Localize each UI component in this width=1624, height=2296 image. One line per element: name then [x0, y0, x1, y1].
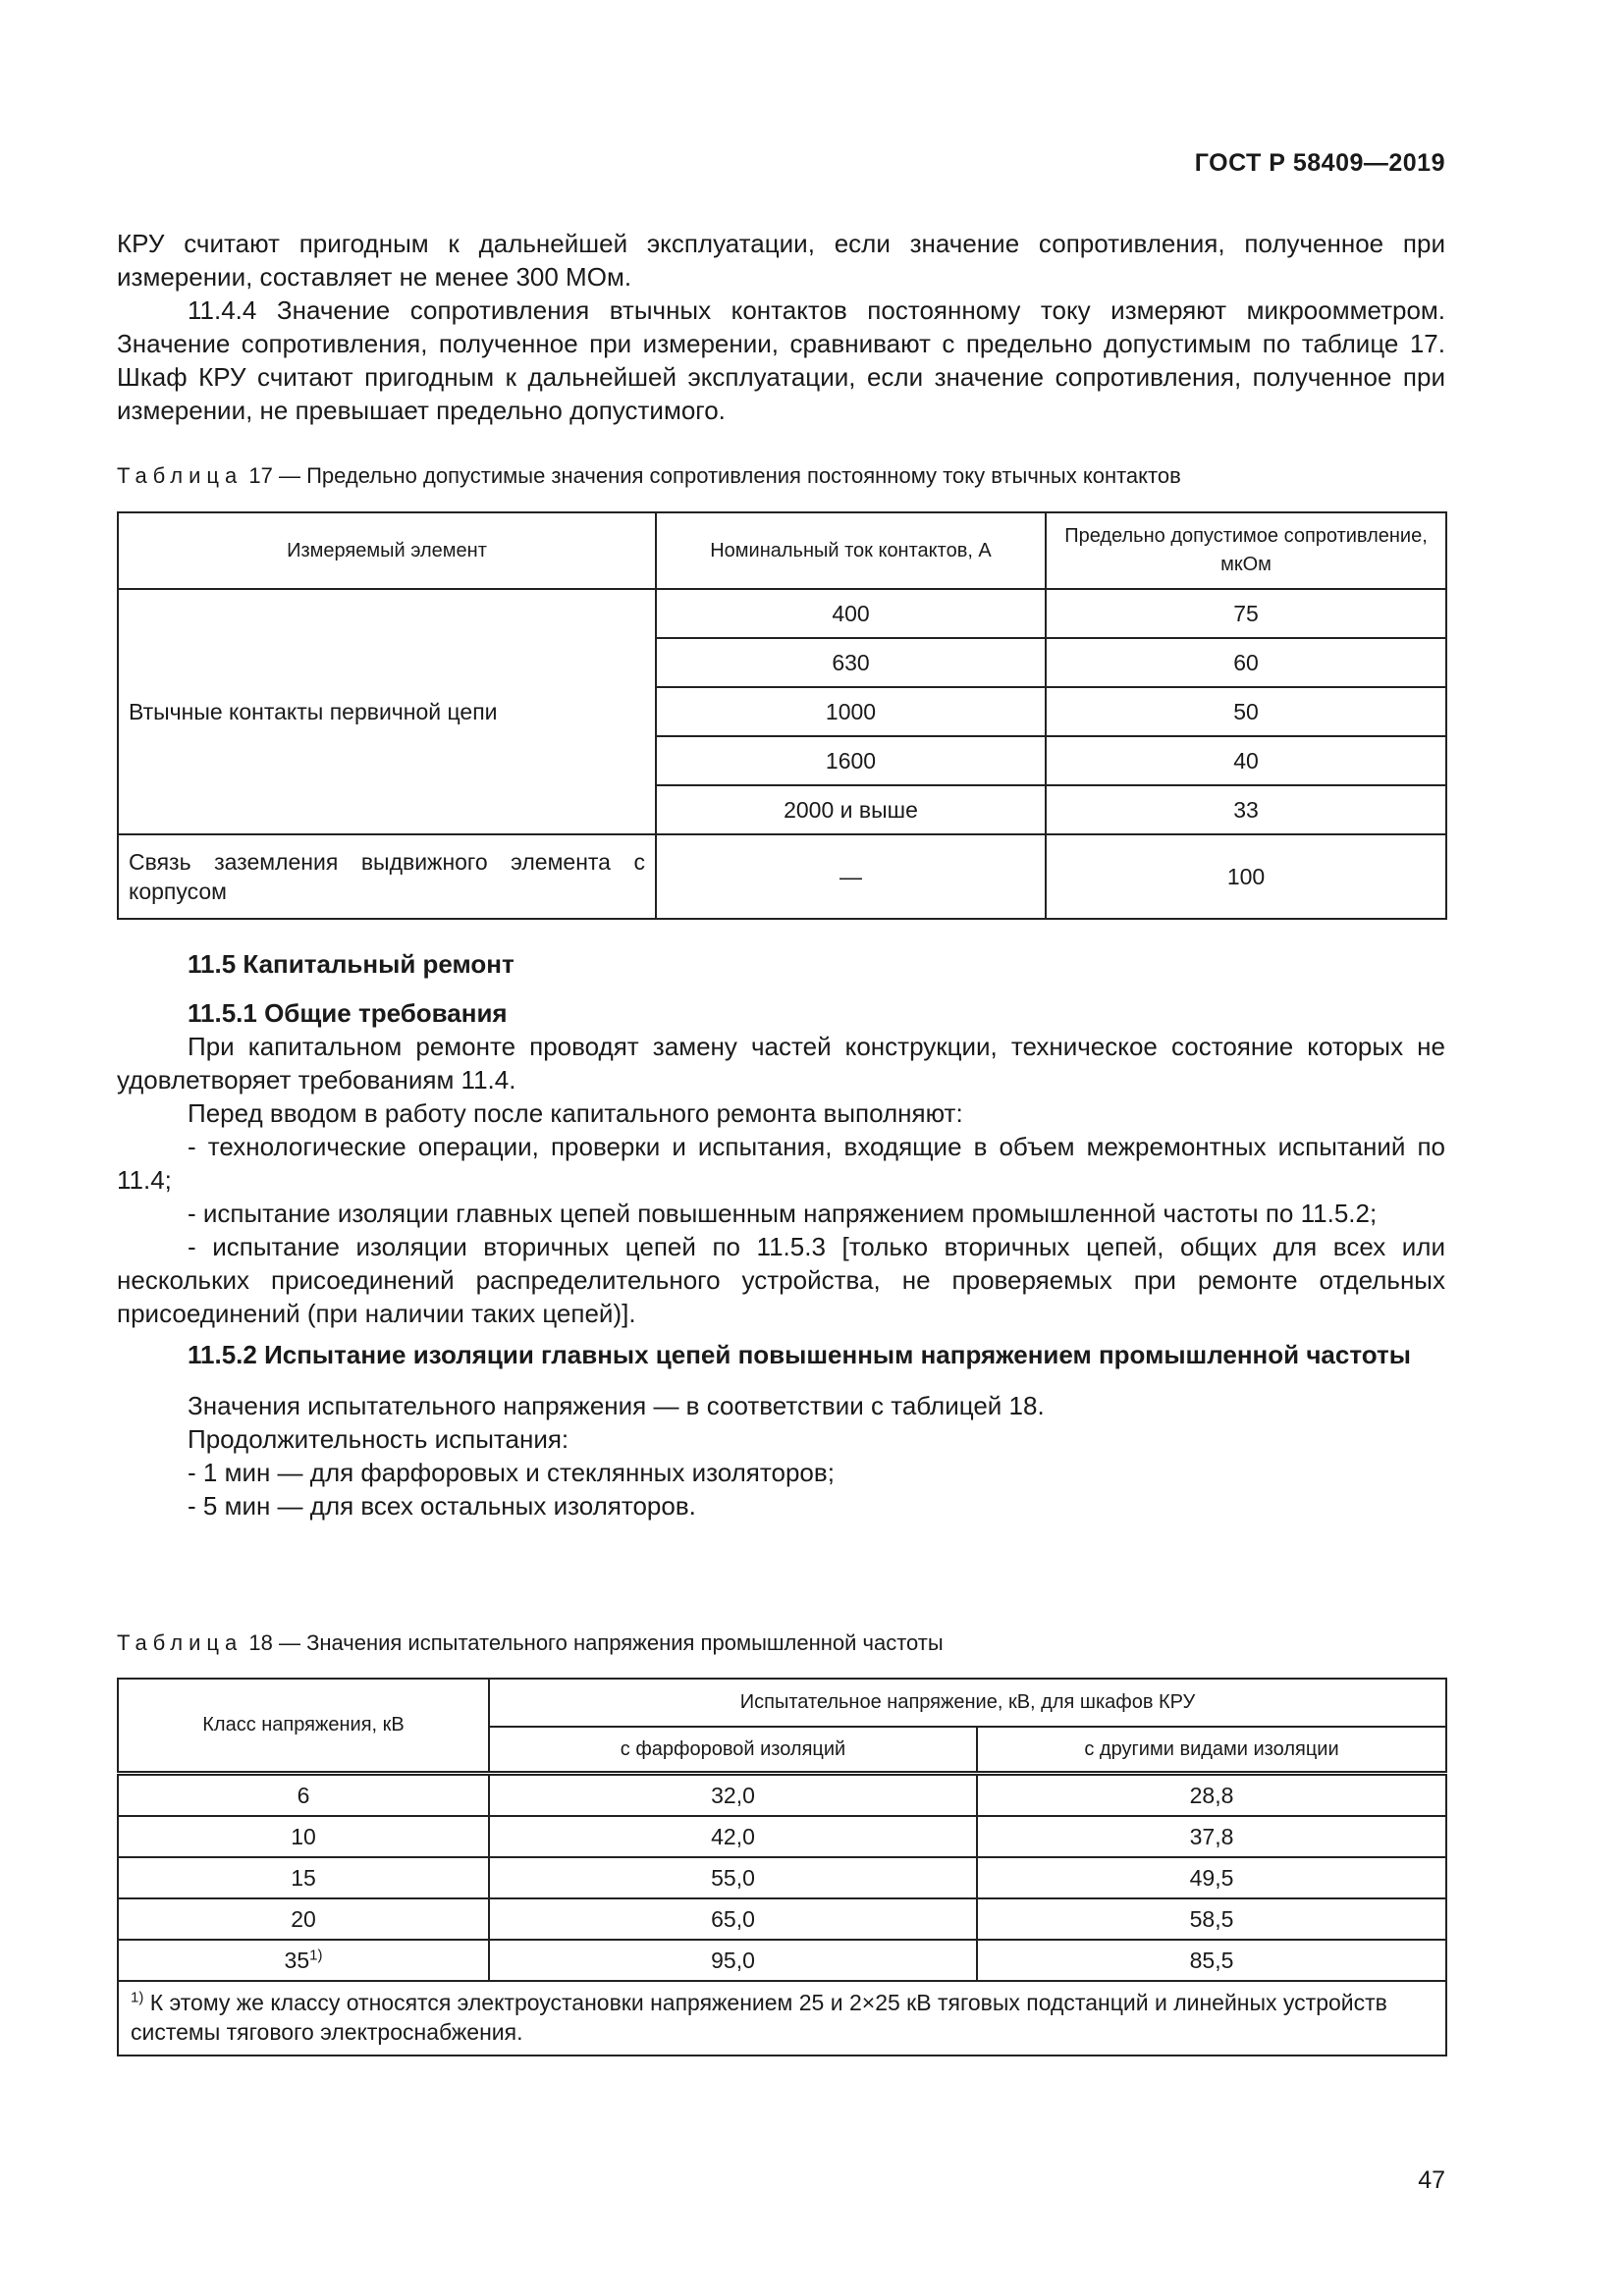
class-value: 15 [291, 1864, 316, 1891]
section-11-5 [117, 947, 1445, 1522]
table-cell [118, 1774, 489, 1817]
table-cell: 1000 [656, 687, 1046, 736]
column-header: с другими видами изоляции [977, 1727, 1446, 1774]
list-item: - 1 мин — для фарфоровых и стеклянных изоляторов; [188, 1458, 835, 1487]
table-cell: 1600 [656, 736, 1046, 785]
table-header-row [118, 512, 1446, 589]
table-cell: 58,5 [977, 1898, 1446, 1940]
list-item: - испытание изоляции главных цепей повышенным напряжением промышленной частоты по 11.5.2; [188, 1199, 1378, 1228]
caption-text: 17 — Предельно допустимые значения сопротивления постоянному току втычных контактов [248, 463, 1181, 488]
table-cell: 55,0 [489, 1857, 977, 1898]
paragraph: КРУ считают пригодным к дальнейшей эксплуатации, если значение сопротивления, полученное при измерении, составляет не менее 300 МОм. [117, 229, 1445, 292]
table-cell: 42,0 [489, 1816, 977, 1857]
caption-word: Таблица [117, 1630, 244, 1655]
table-cell: 400 [656, 589, 1046, 638]
table-cell [118, 1898, 489, 1940]
class-value: 20 [291, 1905, 316, 1932]
column-header: Номинальный ток контактов, А [656, 512, 1046, 589]
table-cell: 85,5 [977, 1940, 1446, 1981]
table-17 [117, 511, 1447, 920]
table-row [118, 834, 1446, 919]
table-row [118, 1816, 1446, 1857]
table-cell: 2000 и выше [656, 785, 1046, 834]
table-cell: 100 [1046, 834, 1446, 919]
class-value: 6 [297, 1782, 310, 1808]
table-row [118, 1774, 1446, 1817]
table-cell [118, 1857, 489, 1898]
footnote-mark: 1) [131, 1989, 144, 2006]
column-group-header: Испытательное напряжение, кВ, для шкафов КРУ [489, 1679, 1446, 1727]
page-number: 47 [1418, 2166, 1445, 2194]
table-cell: 33 [1046, 785, 1446, 834]
table-footnote [118, 1981, 1446, 2056]
table-cell: 37,8 [977, 1816, 1446, 1857]
list-item: - 5 мин — для всех остальных изоляторов. [188, 1491, 696, 1521]
column-header: с фарфоровой изоляций [489, 1727, 977, 1774]
table-cell: 49,5 [977, 1857, 1446, 1898]
table-footnote-row [118, 1981, 1446, 2056]
table-cell: 50 [1046, 687, 1446, 736]
footnote-mark: 1) [309, 1946, 323, 1963]
caption-text: 18 — Значения испытательного напряжения промышленной частоты [248, 1630, 944, 1655]
table-cell: 32,0 [489, 1774, 977, 1817]
subsection-heading: 11.5.1 Общие требования [188, 998, 508, 1028]
row-group-label: Втычные контакты первичной цепи [118, 589, 656, 834]
paragraph-11-4-4: 11.4.4 Значение сопротивления втычных контактов постоянному току измеряют микроомметром. Значение сопротивления, полученное при измерении, сравнивают с предельно допустимым по таблице 17. Шкаф КРУ считают пригодным к дальнейшей эксплуатации, если значение сопротивления, полученное при измерении, не превышает предельно допустимого. [117, 295, 1445, 425]
table-cell: — [656, 834, 1046, 919]
paragraph: При капитальном ремонте проводят замену частей конструкции, техническое состояние которых не удовлетворяет требованиям 11.4. [117, 1032, 1445, 1095]
table-header-row [118, 1679, 1446, 1727]
list-item: - испытание изоляции вторичных цепей по 11.5.3 [только вторичных цепей, общих для всех или нескольких присоединений распределительного устройства, не проверяемых при ремонте отдельных присоединений (при наличии таких цепей)]. [117, 1232, 1445, 1328]
table-cell: 630 [656, 638, 1046, 687]
paragraph: Перед вводом в работу после капитального ремонта выполняют: [188, 1098, 963, 1128]
table-cell: 75 [1046, 589, 1446, 638]
table-17-caption [117, 461, 1181, 491]
table-cell: 40 [1046, 736, 1446, 785]
paragraph: Значения испытательного напряжения — в соответствии с таблицей 18. [188, 1391, 1045, 1420]
document-code: ГОСТ Р 58409—2019 [1194, 149, 1445, 177]
table-row [118, 1940, 1446, 1981]
table-cell [118, 1816, 489, 1857]
table-cell [118, 1940, 489, 1981]
table-row [118, 1898, 1446, 1940]
column-header: Класс напряжения, кВ [118, 1679, 489, 1774]
table-row [118, 1857, 1446, 1898]
table-cell: 28,8 [977, 1774, 1446, 1817]
class-value: 35 [284, 1947, 310, 1973]
list-item: - технологические операции, проверки и испытания, входящие в объем межремонтных испытаний по 11.4; [117, 1132, 1445, 1195]
column-header: Измеряемый элемент [118, 512, 656, 589]
table-18 [117, 1678, 1447, 2056]
intro-text [117, 227, 1445, 427]
section-heading: 11.5 Капитальный ремонт [188, 949, 514, 979]
table-cell: 65,0 [489, 1898, 977, 1940]
footnote-text: К этому же классу относятся электроустановки напряжением 25 и 2×25 кВ тяговых подстанций и линейных устройств системы тягового электроснабжения. [131, 1990, 1387, 2045]
table-cell: 95,0 [489, 1940, 977, 1981]
table-18-caption [117, 1629, 944, 1658]
table-row [118, 589, 1446, 638]
class-value: 10 [291, 1823, 316, 1849]
caption-word: Таблица [117, 463, 244, 488]
table-cell: 60 [1046, 638, 1446, 687]
subsection-heading: 11.5.2 Испытание изоляции главных цепей повышенным напряжением промышленной частоты [188, 1340, 1411, 1369]
column-header: Предельно допустимое сопротивление, мкОм [1046, 512, 1446, 589]
paragraph: Продолжительность испытания: [188, 1424, 569, 1454]
table-cell: Связь заземления выдвижного элемента с корпусом [118, 834, 656, 919]
